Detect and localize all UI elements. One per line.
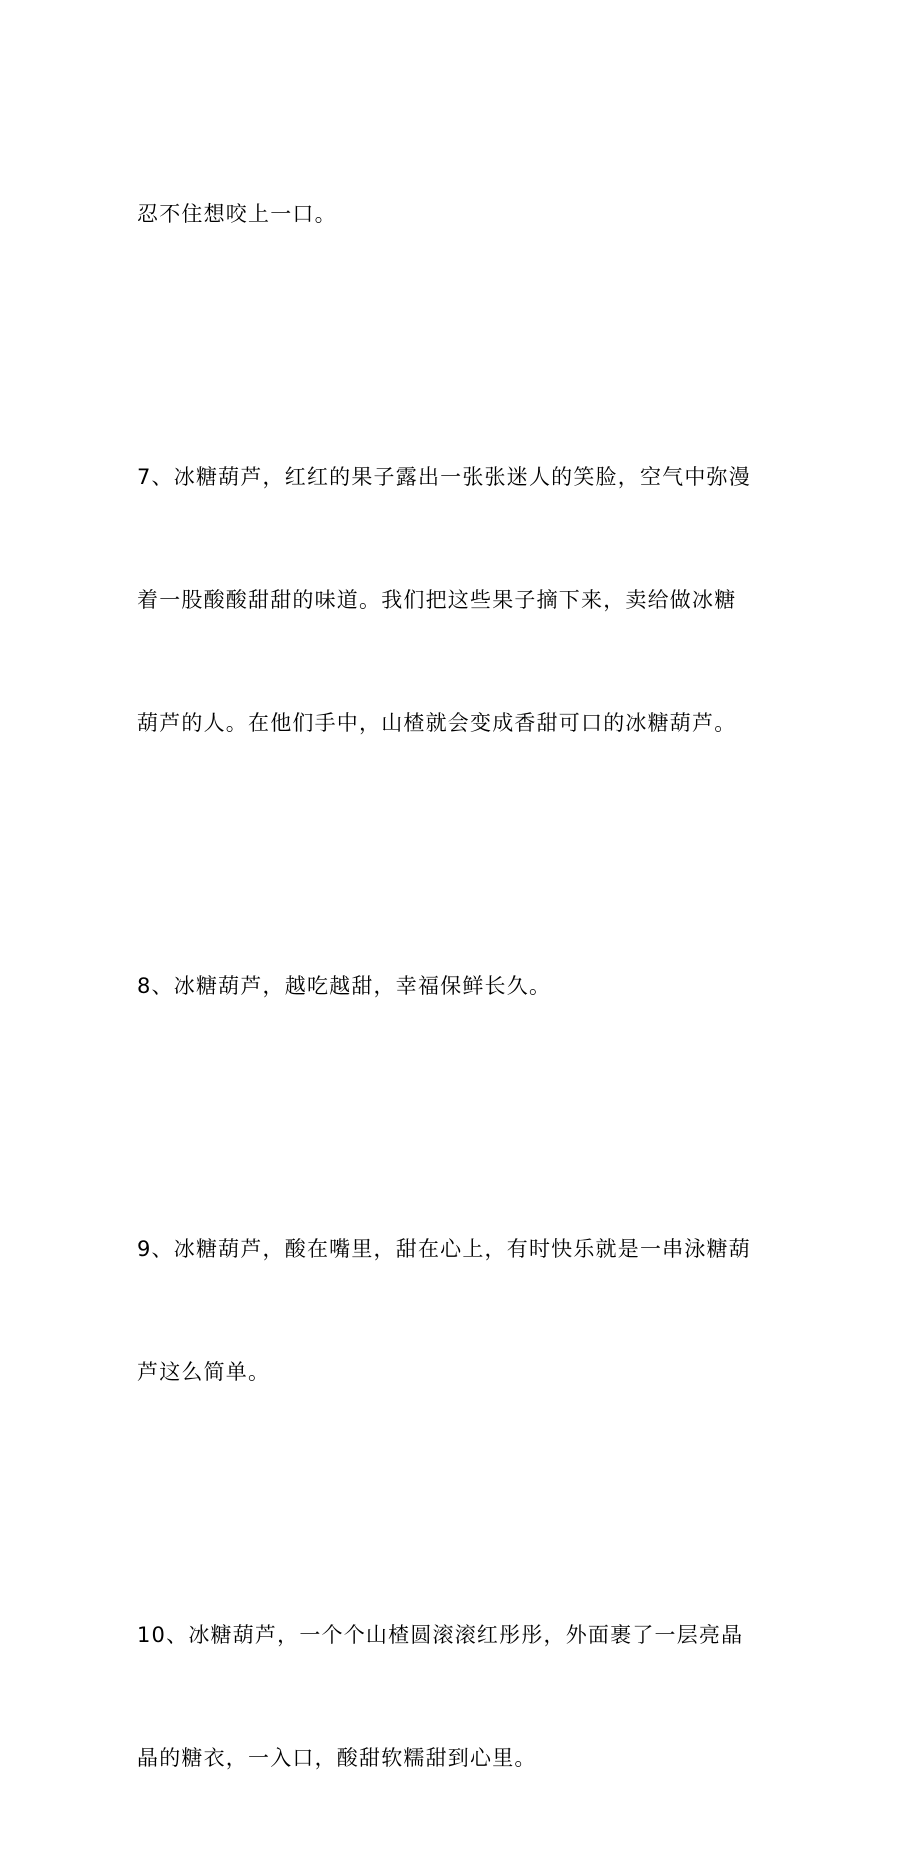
paragraph-item-7 <box>137 375 787 826</box>
document-body <box>137 112 787 1861</box>
paragraph-line: 9、冰糖葫芦，酸在嘴里，甜在心上，有时快乐就是一串泳糖葫 <box>137 1237 751 1261</box>
paragraph-item-8 <box>137 884 787 1089</box>
paragraph-line: 10、冰糖葫芦，一个个山楂圆滚滚红彤彤，外面裹了一层亮晶 <box>137 1623 744 1647</box>
paragraph-continuation <box>137 112 787 317</box>
paragraph-line: 晶的糖衣，一入口，酸甜软糯甜到心里。 <box>137 1746 537 1770</box>
paragraph-line: 7、冰糖葫芦，红红的果子露出一张张迷人的笑脸，空气中弥漫 <box>137 465 751 489</box>
paragraph-line: 8、冰糖葫芦，越吃越甜，幸福保鲜长久。 <box>137 974 552 998</box>
paragraph-line: 忍不住想咬上一口。 <box>137 202 337 226</box>
paragraph-item-9 <box>137 1147 787 1475</box>
paragraph-item-10 <box>137 1533 787 1861</box>
paragraph-line: 葫芦的人。在他们手中，山楂就会变成香甜可口的冰糖葫芦。 <box>137 711 737 735</box>
paragraph-line: 芦这么简单。 <box>137 1360 271 1384</box>
paragraph-line: 着一股酸酸甜甜的味道。我们把这些果子摘下来，卖给做冰糖 <box>137 588 737 612</box>
